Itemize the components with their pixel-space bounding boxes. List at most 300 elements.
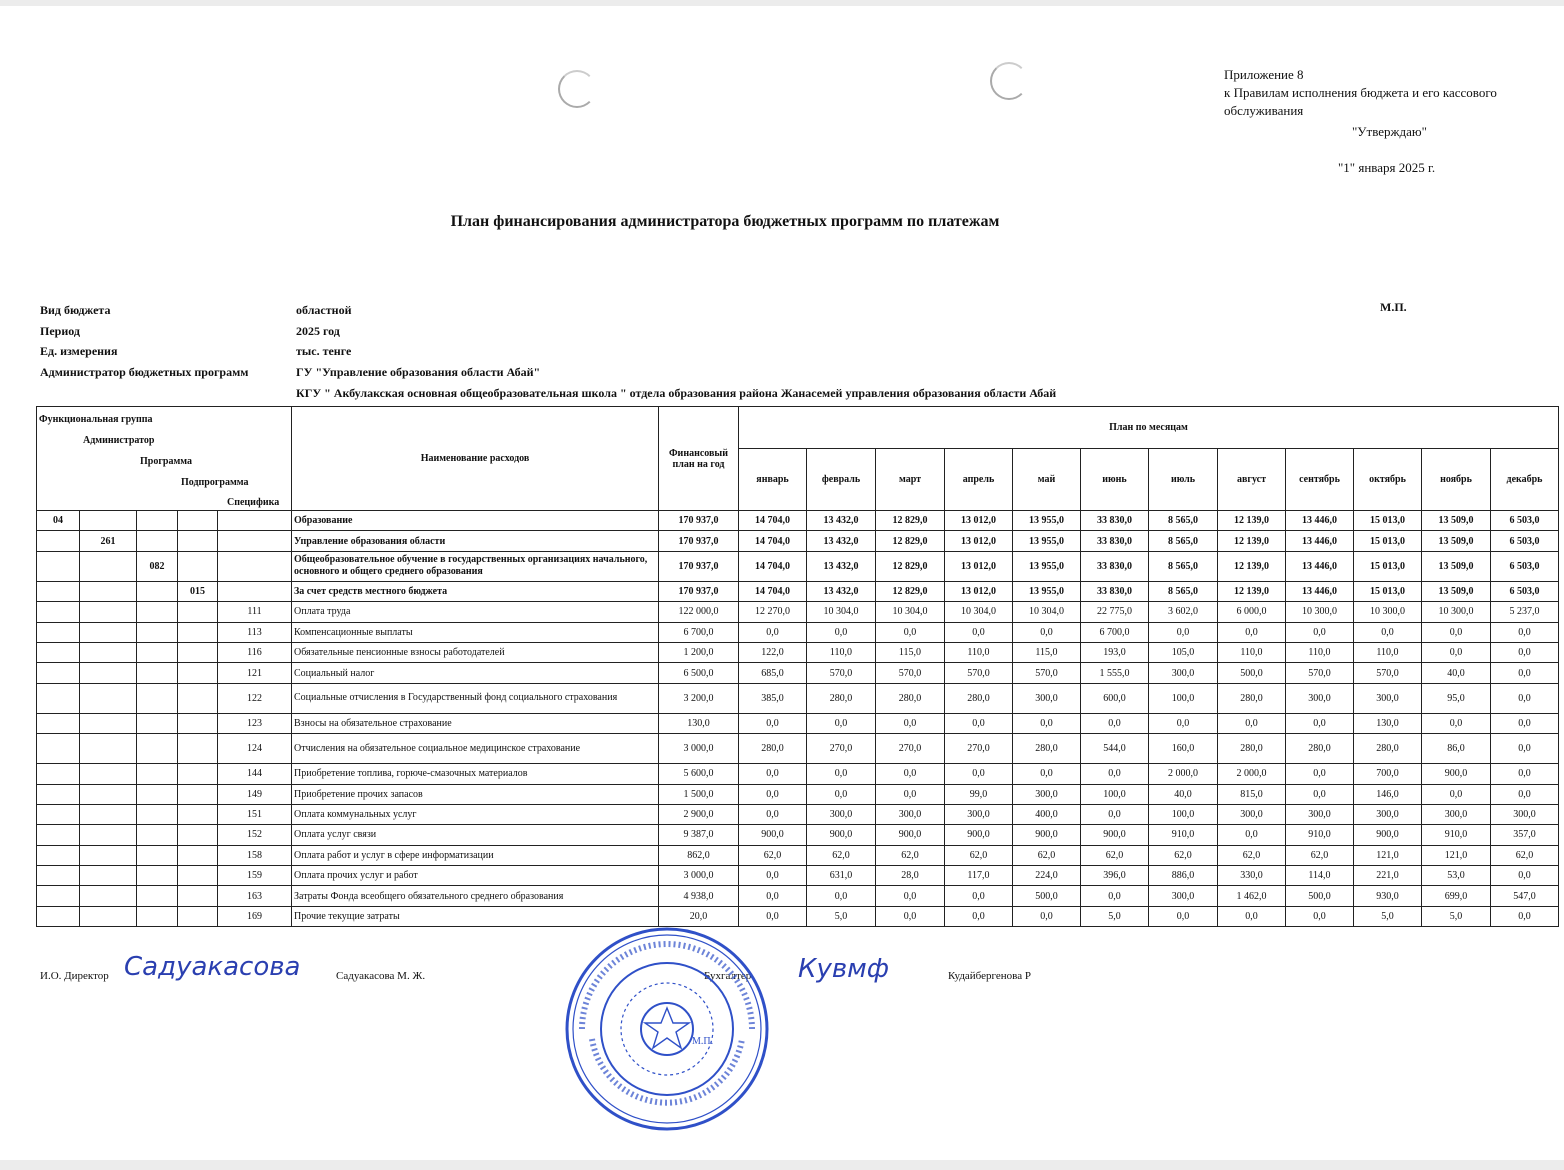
header-subprogram: Подпрограмма — [181, 476, 249, 488]
stamp-mp-text: М.П. — [692, 1036, 714, 1047]
month-value-cell: 570,0 — [1013, 663, 1081, 683]
director-title: И.О. Директор — [40, 970, 109, 982]
month-value-cell: 300,0 — [1491, 804, 1559, 824]
code-cell-specifics: 158 — [218, 845, 292, 865]
month-value-cell: 2 000,0 — [1149, 764, 1218, 784]
annual-plan-cell: 862,0 — [659, 845, 739, 865]
month-value-cell: 280,0 — [1286, 734, 1354, 764]
month-value-cell: 12 829,0 — [876, 531, 945, 551]
month-header: июль — [1149, 449, 1218, 511]
header-functional-group: Функциональная группа — [39, 413, 153, 425]
info-label: Ед. измерения — [40, 344, 118, 358]
code-cell-program — [137, 531, 178, 551]
code-cell-program — [137, 804, 178, 824]
code-cell-specifics: 116 — [218, 642, 292, 662]
month-value-cell: 0,0 — [1286, 713, 1354, 733]
annual-plan-cell: 3 200,0 — [659, 683, 739, 713]
month-value-cell: 0,0 — [1218, 713, 1286, 733]
header-specifics: Специфика — [227, 496, 280, 508]
code-cell-subprogram — [178, 663, 218, 683]
month-value-cell: 5,0 — [1422, 906, 1491, 926]
month-value-cell: 357,0 — [1491, 825, 1559, 845]
info-value: 2025 год — [296, 323, 340, 338]
month-value-cell: 300,0 — [1354, 683, 1422, 713]
annual-plan-cell: 130,0 — [659, 713, 739, 733]
annual-plan-cell: 2 900,0 — [659, 804, 739, 824]
annual-plan-cell: 3 000,0 — [659, 734, 739, 764]
annual-plan-cell: 170 937,0 — [659, 531, 739, 551]
code-cell-program — [137, 642, 178, 662]
month-value-cell: 0,0 — [807, 764, 876, 784]
table-row — [37, 784, 1559, 804]
month-value-cell: 0,0 — [945, 886, 1013, 906]
month-value-cell: 0,0 — [739, 764, 807, 784]
code-cell-subprogram — [178, 622, 218, 642]
code-cell-program — [137, 784, 178, 804]
month-value-cell: 0,0 — [945, 622, 1013, 642]
month-value-cell: 570,0 — [876, 663, 945, 683]
month-value-cell: 3 602,0 — [1149, 602, 1218, 622]
code-cell-program — [137, 906, 178, 926]
code-cell-program — [137, 663, 178, 683]
code-cell-functional-group — [37, 825, 80, 845]
accountant-title: Бухгалтер — [704, 970, 752, 982]
month-value-cell: 400,0 — [1013, 804, 1081, 824]
expense-name-cell: Оплата труда — [292, 602, 659, 622]
month-value-cell: 0,0 — [739, 804, 807, 824]
month-value-cell: 40,0 — [1422, 663, 1491, 683]
month-value-cell: 500,0 — [1286, 886, 1354, 906]
month-value-cell: 8 565,0 — [1149, 581, 1218, 601]
month-value-cell: 270,0 — [876, 734, 945, 764]
code-cell-specifics: 123 — [218, 713, 292, 733]
code-cell-subprogram — [178, 825, 218, 845]
code-cell-administrator — [80, 622, 137, 642]
table-row — [37, 804, 1559, 824]
code-cell-functional-group — [37, 804, 80, 824]
month-value-cell: 33 830,0 — [1081, 511, 1149, 531]
header-annual-plan: Финансовый план на год — [659, 407, 739, 511]
table-row — [37, 581, 1559, 601]
table-row — [37, 622, 1559, 642]
month-value-cell: 0,0 — [739, 886, 807, 906]
table-row — [37, 531, 1559, 551]
code-cell-administrator: 261 — [80, 531, 137, 551]
month-value-cell: 0,0 — [739, 784, 807, 804]
month-value-cell: 122,0 — [739, 642, 807, 662]
code-cell-functional-group — [37, 602, 80, 622]
month-value-cell: 1 462,0 — [1218, 886, 1286, 906]
month-value-cell: 5,0 — [807, 906, 876, 926]
month-value-cell: 0,0 — [945, 764, 1013, 784]
annual-plan-cell: 20,0 — [659, 906, 739, 926]
code-cell-administrator — [80, 642, 137, 662]
month-value-cell: 0,0 — [739, 713, 807, 733]
code-cell-specifics — [218, 581, 292, 601]
code-cell-program — [137, 622, 178, 642]
month-value-cell: 110,0 — [1218, 642, 1286, 662]
info-label: Вид бюджета — [40, 303, 111, 317]
month-value-cell: 300,0 — [1149, 886, 1218, 906]
month-value-cell: 13 012,0 — [945, 551, 1013, 581]
code-cell-functional-group — [37, 642, 80, 662]
month-value-cell: 146,0 — [1354, 784, 1422, 804]
month-value-cell: 62,0 — [1149, 845, 1218, 865]
info-value: тыс. тенге — [296, 344, 352, 358]
month-value-cell: 0,0 — [945, 906, 1013, 926]
month-value-cell: 900,0 — [1013, 825, 1081, 845]
info-row — [40, 365, 540, 386]
month-value-cell: 280,0 — [1218, 734, 1286, 764]
code-cell-functional-group — [37, 663, 80, 683]
code-cell-subprogram — [178, 734, 218, 764]
month-header: сентябрь — [1286, 449, 1354, 511]
month-header: февраль — [807, 449, 876, 511]
annual-plan-cell: 9 387,0 — [659, 825, 739, 845]
month-value-cell: 0,0 — [1218, 825, 1286, 845]
month-value-cell: 0,0 — [1081, 886, 1149, 906]
code-cell-specifics: 121 — [218, 663, 292, 683]
month-value-cell: 570,0 — [1354, 663, 1422, 683]
month-value-cell: 700,0 — [1354, 764, 1422, 784]
month-value-cell: 815,0 — [1218, 784, 1286, 804]
month-value-cell: 300,0 — [876, 804, 945, 824]
month-value-cell: 13 012,0 — [945, 511, 1013, 531]
scan-hole-mark — [558, 70, 596, 108]
code-cell-administrator — [80, 825, 137, 845]
month-value-cell: 10 304,0 — [1013, 602, 1081, 622]
code-header-cell — [37, 407, 292, 511]
code-cell-subprogram — [178, 764, 218, 784]
accountant-name: Кудайбергенова Р — [948, 970, 1031, 982]
expense-name-cell: Затраты Фонда всеобщего обязательного среднего образования — [292, 886, 659, 906]
code-cell-subprogram — [178, 845, 218, 865]
month-value-cell: 12 139,0 — [1218, 581, 1286, 601]
budget-info — [40, 303, 540, 385]
document-page — [0, 6, 1564, 1160]
month-value-cell: 5,0 — [1081, 906, 1149, 926]
month-value-cell: 0,0 — [1013, 764, 1081, 784]
month-value-cell: 699,0 — [1422, 886, 1491, 906]
month-value-cell: 15 013,0 — [1354, 511, 1422, 531]
month-value-cell: 15 013,0 — [1354, 531, 1422, 551]
month-value-cell: 100,0 — [1149, 804, 1218, 824]
month-value-cell: 10 300,0 — [1422, 602, 1491, 622]
month-value-cell: 0,0 — [807, 886, 876, 906]
month-value-cell: 280,0 — [1013, 734, 1081, 764]
header-monthly-plan: План по месяцам — [739, 407, 1559, 449]
code-cell-functional-group — [37, 866, 80, 886]
month-value-cell: 100,0 — [1081, 784, 1149, 804]
month-value-cell: 500,0 — [1218, 663, 1286, 683]
code-cell-specifics: 111 — [218, 602, 292, 622]
month-value-cell: 12 139,0 — [1218, 511, 1286, 531]
month-value-cell: 130,0 — [1354, 713, 1422, 733]
month-value-cell: 22 775,0 — [1081, 602, 1149, 622]
code-cell-functional-group — [37, 683, 80, 713]
expense-name-cell: Отчисления на обязательное социальное медицинское страхование — [292, 734, 659, 764]
code-cell-subprogram — [178, 886, 218, 906]
month-value-cell: 5 237,0 — [1491, 602, 1559, 622]
month-value-cell: 0,0 — [1013, 622, 1081, 642]
month-value-cell: 6 503,0 — [1491, 581, 1559, 601]
month-value-cell: 117,0 — [945, 866, 1013, 886]
code-cell-program — [137, 602, 178, 622]
info-label: Администратор бюджетных программ — [40, 364, 249, 379]
month-value-cell: 910,0 — [1422, 825, 1491, 845]
month-value-cell: 62,0 — [876, 845, 945, 865]
month-value-cell: 110,0 — [1286, 642, 1354, 662]
month-value-cell: 900,0 — [1081, 825, 1149, 845]
code-cell-subprogram — [178, 531, 218, 551]
month-value-cell: 280,0 — [945, 683, 1013, 713]
organization-name: КГУ " Акбулакская основная общеобразовательная школа " отдела образования района Жанасемей управления образования области Абай — [296, 386, 1057, 400]
month-value-cell: 6 503,0 — [1491, 511, 1559, 531]
month-value-cell: 62,0 — [1491, 845, 1559, 865]
month-value-cell: 0,0 — [807, 784, 876, 804]
month-value-cell: 13 446,0 — [1286, 581, 1354, 601]
month-value-cell: 0,0 — [945, 713, 1013, 733]
month-header: октябрь — [1354, 449, 1422, 511]
code-cell-subprogram — [178, 804, 218, 824]
month-value-cell: 12 270,0 — [739, 602, 807, 622]
table-row — [37, 642, 1559, 662]
month-value-cell: 121,0 — [1354, 845, 1422, 865]
month-value-cell: 0,0 — [807, 713, 876, 733]
month-value-cell: 10 304,0 — [807, 602, 876, 622]
month-value-cell: 13 955,0 — [1013, 581, 1081, 601]
code-cell-subprogram: 015 — [178, 581, 218, 601]
month-value-cell: 685,0 — [739, 663, 807, 683]
code-cell-specifics: 163 — [218, 886, 292, 906]
code-cell-functional-group — [37, 581, 80, 601]
month-value-cell: 1 555,0 — [1081, 663, 1149, 683]
month-value-cell: 500,0 — [1013, 886, 1081, 906]
table-row — [37, 825, 1559, 845]
month-value-cell: 0,0 — [1286, 906, 1354, 926]
month-value-cell: 12 139,0 — [1218, 531, 1286, 551]
month-value-cell: 910,0 — [1286, 825, 1354, 845]
approve-label: "Утверждаю" — [1352, 124, 1427, 139]
month-value-cell: 6 503,0 — [1491, 551, 1559, 581]
month-header: апрель — [945, 449, 1013, 511]
month-value-cell: 0,0 — [1422, 784, 1491, 804]
table-body — [37, 511, 1559, 927]
month-value-cell: 300,0 — [1013, 683, 1081, 713]
code-cell-specifics — [218, 551, 292, 581]
month-header: май — [1013, 449, 1081, 511]
month-value-cell: 10 300,0 — [1286, 602, 1354, 622]
month-value-cell: 0,0 — [1286, 622, 1354, 642]
month-value-cell: 13 509,0 — [1422, 531, 1491, 551]
expense-name-cell: Обязательные пенсионные взносы работодателей — [292, 642, 659, 662]
month-value-cell: 105,0 — [1149, 642, 1218, 662]
code-cell-functional-group — [37, 906, 80, 926]
month-value-cell: 0,0 — [1491, 784, 1559, 804]
month-value-cell: 115,0 — [1013, 642, 1081, 662]
code-cell-specifics: 113 — [218, 622, 292, 642]
month-value-cell: 13 012,0 — [945, 581, 1013, 601]
code-cell-subprogram — [178, 713, 218, 733]
month-value-cell: 0,0 — [739, 866, 807, 886]
table-row — [37, 551, 1559, 581]
code-cell-functional-group — [37, 713, 80, 733]
expense-name-cell: Оплата прочих услуг и работ — [292, 866, 659, 886]
code-cell-program — [137, 734, 178, 764]
month-value-cell: 13 509,0 — [1422, 581, 1491, 601]
month-value-cell: 0,0 — [1149, 622, 1218, 642]
month-value-cell: 0,0 — [1491, 622, 1559, 642]
month-value-cell: 8 565,0 — [1149, 511, 1218, 531]
month-value-cell: 12 829,0 — [876, 581, 945, 601]
month-value-cell: 270,0 — [807, 734, 876, 764]
month-value-cell: 0,0 — [1491, 764, 1559, 784]
month-value-cell: 62,0 — [739, 845, 807, 865]
month-header: январь — [739, 449, 807, 511]
code-cell-administrator — [80, 602, 137, 622]
round-stamp — [562, 924, 772, 1134]
month-value-cell: 0,0 — [807, 622, 876, 642]
month-value-cell: 396,0 — [1081, 866, 1149, 886]
info-value: областной — [296, 303, 352, 317]
approve-date: "1" января 2025 г. — [1338, 160, 1436, 175]
month-value-cell: 33 830,0 — [1081, 531, 1149, 551]
month-value-cell: 221,0 — [1354, 866, 1422, 886]
info-label: Период — [40, 323, 80, 338]
month-value-cell: 385,0 — [739, 683, 807, 713]
expense-name-cell: Образование — [292, 511, 659, 531]
month-value-cell: 114,0 — [1286, 866, 1354, 886]
month-value-cell: 631,0 — [807, 866, 876, 886]
expense-name-cell: Оплата работ и услуг в сфере информатизации — [292, 845, 659, 865]
month-value-cell: 8 565,0 — [1149, 531, 1218, 551]
month-value-cell: 900,0 — [1422, 764, 1491, 784]
code-cell-subprogram — [178, 511, 218, 531]
month-value-cell: 14 704,0 — [739, 581, 807, 601]
month-value-cell: 0,0 — [876, 906, 945, 926]
appendix-note — [1224, 66, 1544, 120]
month-value-cell: 280,0 — [1354, 734, 1422, 764]
month-value-cell: 13 446,0 — [1286, 551, 1354, 581]
director-name: Садуакасова М. Ж. — [336, 970, 426, 982]
month-value-cell: 300,0 — [1354, 804, 1422, 824]
code-cell-administrator — [80, 906, 137, 926]
month-value-cell: 15 013,0 — [1354, 551, 1422, 581]
code-cell-functional-group — [37, 622, 80, 642]
month-value-cell: 115,0 — [876, 642, 945, 662]
code-cell-subprogram — [178, 784, 218, 804]
month-value-cell: 86,0 — [1422, 734, 1491, 764]
month-value-cell: 110,0 — [807, 642, 876, 662]
month-value-cell: 0,0 — [1218, 622, 1286, 642]
month-value-cell: 53,0 — [1422, 866, 1491, 886]
header-expense-name: Наименование расходов — [292, 407, 659, 511]
code-cell-subprogram — [178, 906, 218, 926]
table-row — [37, 906, 1559, 926]
month-header: август — [1218, 449, 1286, 511]
month-value-cell: 13 432,0 — [807, 551, 876, 581]
table-row — [37, 602, 1559, 622]
month-value-cell: 300,0 — [1218, 804, 1286, 824]
month-value-cell: 121,0 — [1422, 845, 1491, 865]
month-value-cell: 14 704,0 — [739, 531, 807, 551]
month-header: март — [876, 449, 945, 511]
month-value-cell: 6 503,0 — [1491, 531, 1559, 551]
code-cell-program — [137, 845, 178, 865]
month-value-cell: 0,0 — [1081, 804, 1149, 824]
code-cell-functional-group — [37, 845, 80, 865]
appendix-line: Приложение 8 — [1224, 67, 1304, 82]
month-value-cell: 62,0 — [1218, 845, 1286, 865]
expense-name-cell: Социальные отчисления в Государственный фонд социального страхования — [292, 683, 659, 713]
code-cell-administrator — [80, 734, 137, 764]
month-value-cell: 13 432,0 — [807, 511, 876, 531]
month-value-cell: 0,0 — [1286, 764, 1354, 784]
document-title: План финансирования администратора бюджетных программ по платежам — [450, 213, 1000, 230]
month-value-cell: 0,0 — [876, 764, 945, 784]
info-value: ГУ "Управление образования области Абай" — [296, 364, 541, 379]
code-cell-functional-group — [37, 886, 80, 906]
month-value-cell: 62,0 — [1081, 845, 1149, 865]
month-value-cell: 15 013,0 — [1354, 581, 1422, 601]
annual-plan-cell: 4 938,0 — [659, 886, 739, 906]
code-cell-specifics: 159 — [218, 866, 292, 886]
month-value-cell: 14 704,0 — [739, 551, 807, 581]
month-value-cell: 0,0 — [1491, 906, 1559, 926]
code-cell-specifics: 124 — [218, 734, 292, 764]
code-cell-administrator — [80, 581, 137, 601]
info-row — [40, 303, 540, 324]
code-cell-administrator — [80, 845, 137, 865]
month-value-cell: 0,0 — [1081, 713, 1149, 733]
annual-plan-cell: 170 937,0 — [659, 511, 739, 531]
code-cell-program — [137, 825, 178, 845]
annual-plan-cell: 6 700,0 — [659, 622, 739, 642]
month-value-cell: 330,0 — [1218, 866, 1286, 886]
month-value-cell: 0,0 — [1491, 642, 1559, 662]
code-cell-program — [137, 866, 178, 886]
month-value-cell: 33 830,0 — [1081, 581, 1149, 601]
month-value-cell: 2 000,0 — [1218, 764, 1286, 784]
month-value-cell: 13 509,0 — [1422, 511, 1491, 531]
month-value-cell: 12 829,0 — [876, 551, 945, 581]
month-value-cell: 300,0 — [945, 804, 1013, 824]
month-value-cell: 5,0 — [1354, 906, 1422, 926]
code-cell-specifics: 122 — [218, 683, 292, 713]
accountant-signature: Кувмф — [798, 954, 890, 984]
table-row — [37, 866, 1559, 886]
month-value-cell: 570,0 — [807, 663, 876, 683]
month-value-cell: 280,0 — [739, 734, 807, 764]
annual-plan-cell: 3 000,0 — [659, 866, 739, 886]
code-cell-specifics: 144 — [218, 764, 292, 784]
month-value-cell: 0,0 — [1354, 622, 1422, 642]
expense-name-cell: Оплата услуг связи — [292, 825, 659, 845]
month-value-cell: 160,0 — [1149, 734, 1218, 764]
month-value-cell: 900,0 — [945, 825, 1013, 845]
month-value-cell: 0,0 — [1491, 683, 1559, 713]
table-row — [37, 713, 1559, 733]
mp-label: М.П. — [1380, 300, 1407, 314]
month-value-cell: 95,0 — [1422, 683, 1491, 713]
month-value-cell: 0,0 — [1149, 713, 1218, 733]
code-cell-program — [137, 581, 178, 601]
month-header: декабрь — [1491, 449, 1559, 511]
annual-plan-cell: 170 937,0 — [659, 551, 739, 581]
month-value-cell: 13 432,0 — [807, 581, 876, 601]
month-value-cell: 62,0 — [807, 845, 876, 865]
month-value-cell: 900,0 — [807, 825, 876, 845]
